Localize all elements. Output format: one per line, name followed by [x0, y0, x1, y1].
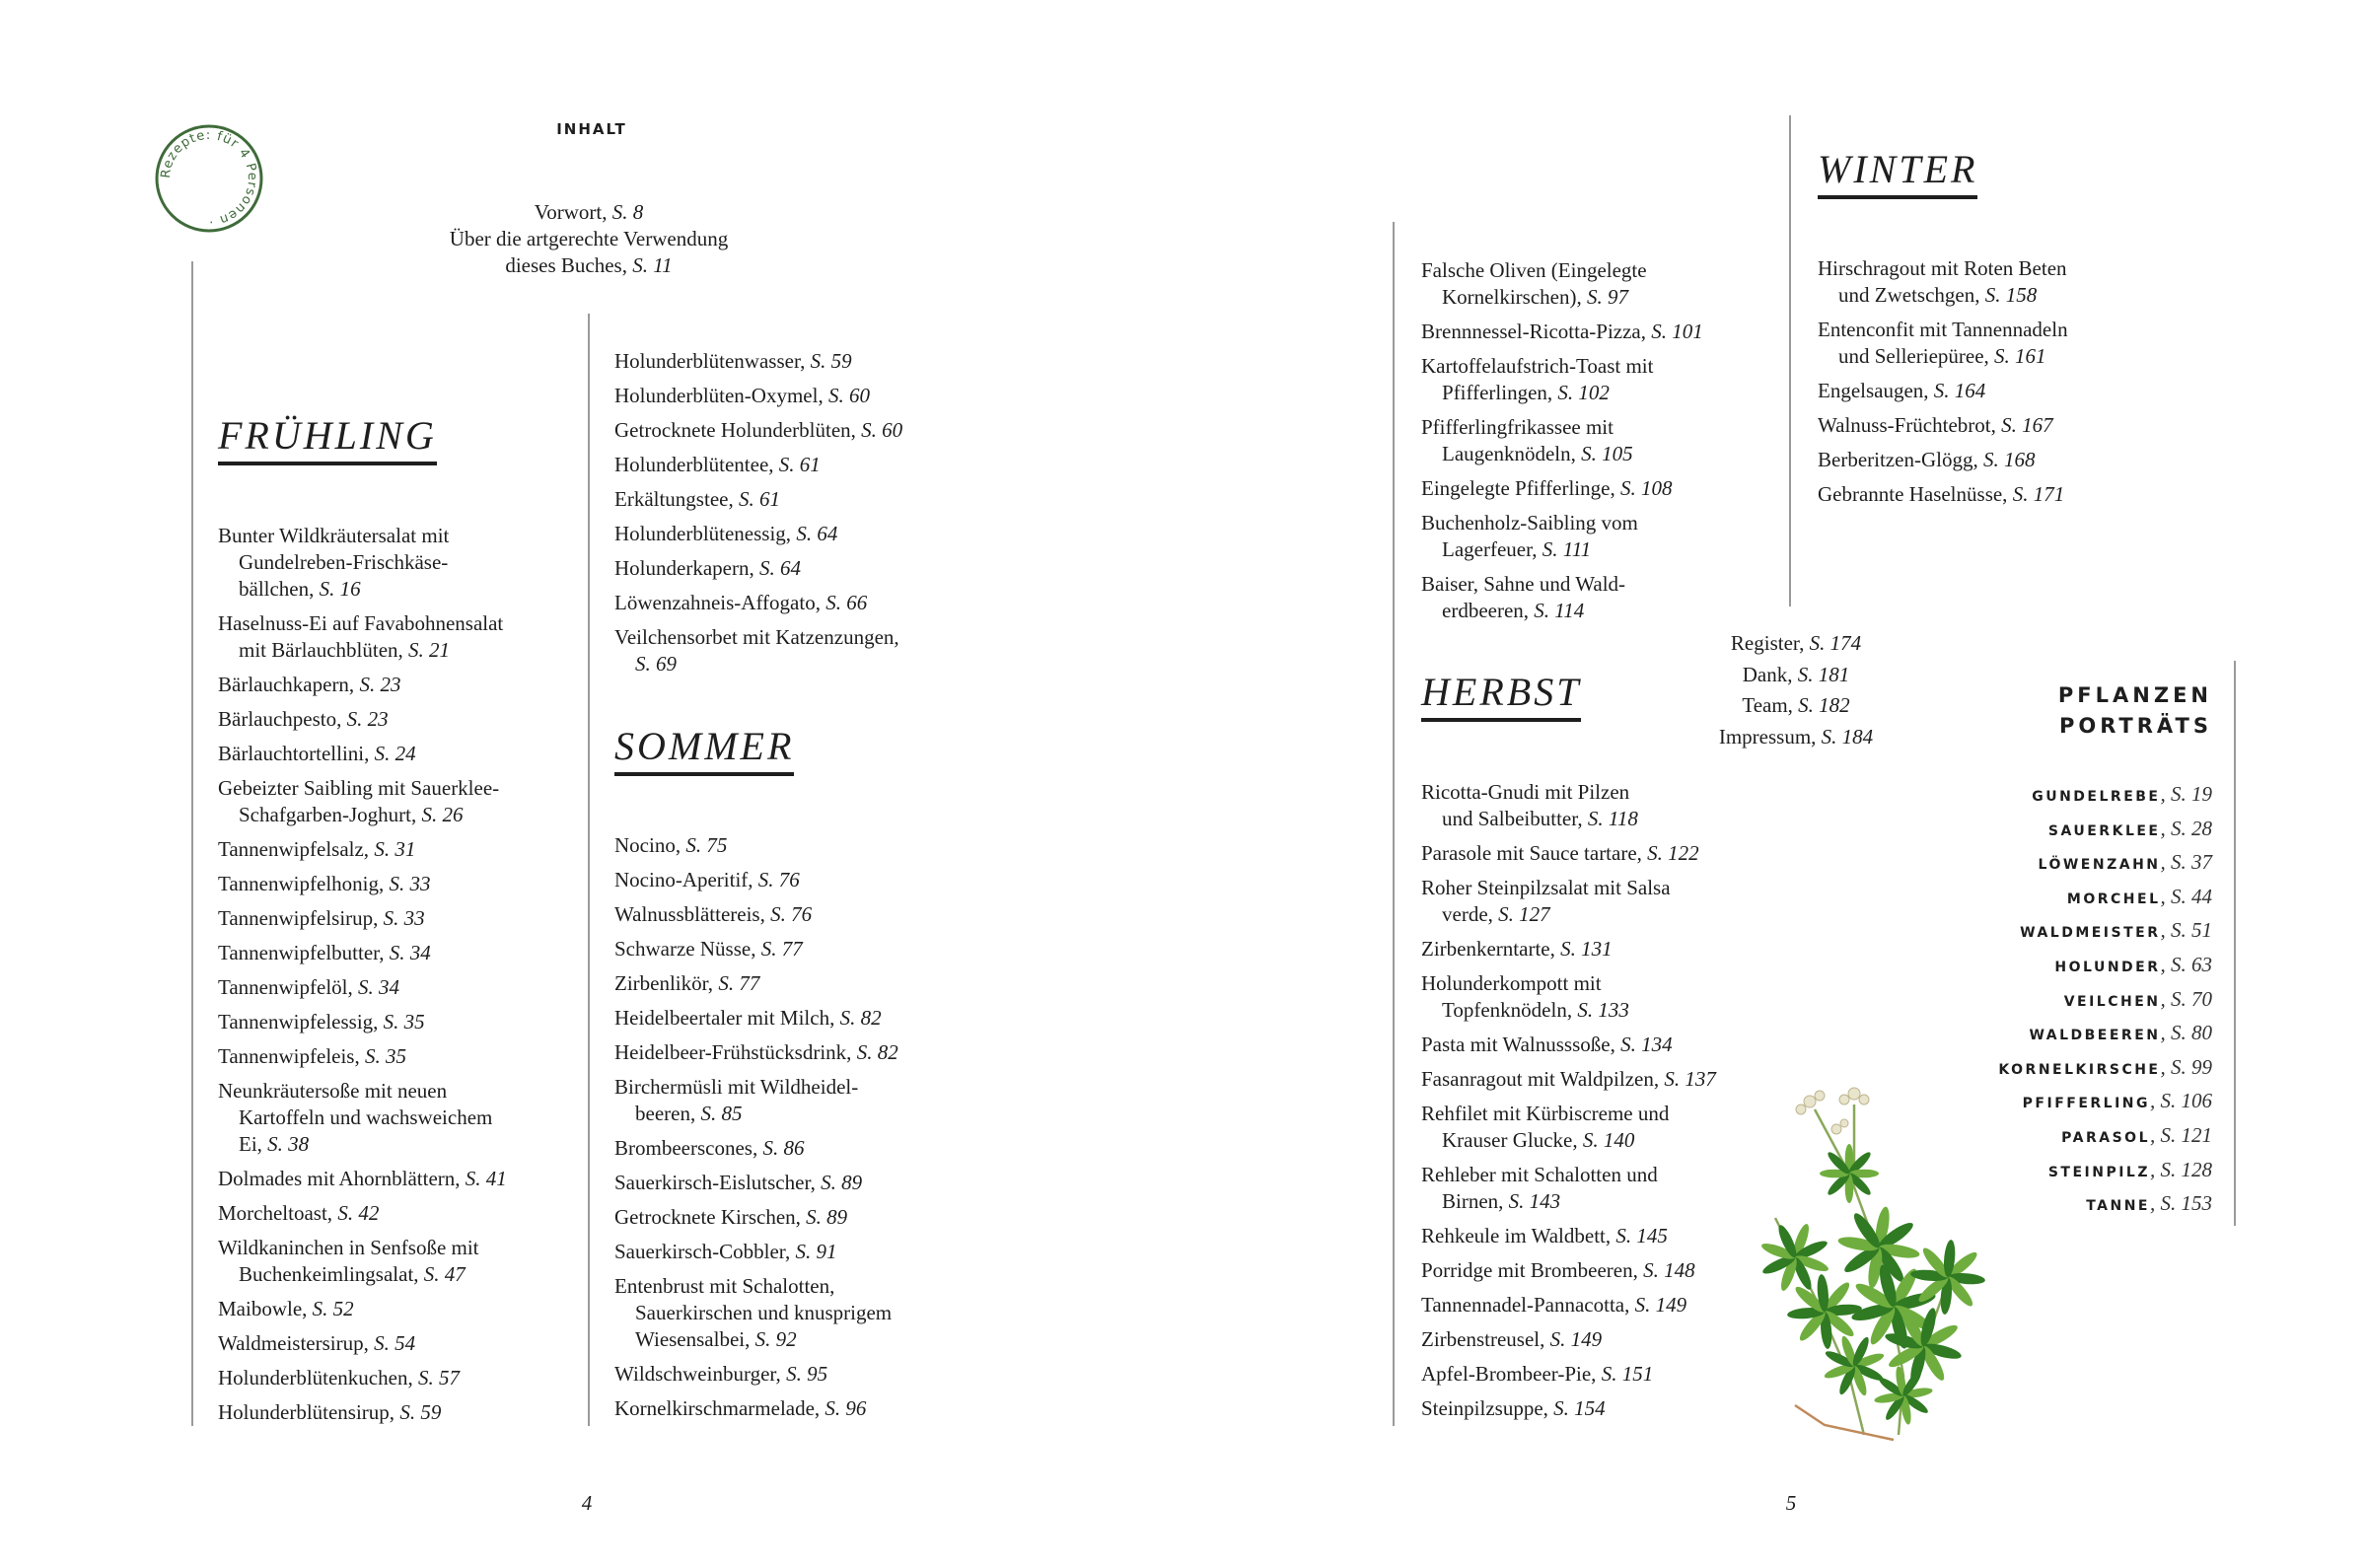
entry-page: S. 75	[685, 833, 728, 857]
entry-page: S. 60	[861, 418, 903, 442]
portrait-entry[interactable]	[1933, 812, 2212, 846]
entry-page: S. 60	[827, 384, 870, 407]
toc-entry[interactable]	[1421, 875, 1776, 928]
entry-title: Berberitzen-Glögg,	[1818, 448, 1983, 471]
section-heading-fruehling: FRÜHLING	[218, 414, 437, 465]
entry-title: Tannenwipfelöl,	[218, 975, 358, 999]
entry-page: S. 82	[839, 1006, 882, 1030]
toc-entry[interactable]	[1818, 412, 2153, 439]
entry-title: Holunderkapern,	[614, 556, 759, 580]
entry-title: Zirbenstreusel,	[1421, 1327, 1550, 1351]
portrait-page: , S. 19	[2160, 782, 2212, 806]
portrait-page: , S. 99	[2160, 1054, 2212, 1079]
portrait-entry[interactable]	[1933, 913, 2212, 948]
entry-title: Tannenwipfelessig,	[218, 1010, 384, 1033]
entry-title: Gebrannte Haselnüsse,	[1818, 482, 2013, 506]
toc-entry[interactable]	[218, 1200, 573, 1227]
toc-entry[interactable]	[1421, 1395, 1776, 1422]
entry-title: Erkältungstee,	[614, 487, 739, 511]
entry-page: S. 57	[417, 1366, 460, 1390]
toc-entry[interactable]	[1421, 319, 1776, 345]
toc-entry[interactable]	[614, 348, 969, 375]
entry-page: S. 145	[1615, 1224, 1668, 1247]
toc-entry[interactable]	[218, 1009, 573, 1035]
toc-entry[interactable]	[218, 940, 573, 966]
entry-title: Brennnessel-Ricotta-Pizza,	[1421, 320, 1652, 343]
section-heading-herbst: HERBST	[1421, 671, 1581, 722]
entry-title: Holunderblütenessig,	[614, 522, 797, 545]
toc-entry[interactable]	[614, 901, 969, 928]
entry-title: Steinpilzsuppe,	[1421, 1396, 1554, 1420]
entry-title: Dolmades mit Ahornblättern,	[218, 1167, 466, 1190]
toc-entry[interactable]	[218, 1166, 573, 1192]
entry-title: Walnussblättereis,	[614, 902, 771, 926]
entry-page: S. 131	[1560, 937, 1613, 961]
entry-page: S. 24	[374, 742, 416, 765]
entry-title: Getrocknete Kirschen,	[614, 1205, 807, 1229]
entry-page: S. 82	[856, 1040, 898, 1064]
toc-entry[interactable]	[614, 1039, 969, 1066]
entry-title: Morcheltoast,	[218, 1201, 338, 1225]
toc-entry[interactable]	[218, 1330, 573, 1357]
entry-title: Kartoffelaufstrich-Toast mit Pfifferlingen,	[1421, 354, 1654, 404]
toc-entry[interactable]	[1818, 447, 2153, 473]
entry-page: S. 34	[358, 975, 399, 999]
entry-title: Neunkräutersoße mit neuen Kartoffeln und wachsweichem Ei,	[218, 1079, 493, 1156]
column-divider	[1393, 222, 1395, 1426]
entry-title: Roher Steinpilzsalat mit Salsa verde,	[1421, 876, 1671, 926]
portrait-name: GUNDELREBE	[2032, 789, 2161, 805]
entry-page: S. 148	[1643, 1258, 1695, 1282]
toc-entry[interactable]	[218, 610, 573, 664]
intro-entry-vorwort[interactable]: Vorwort, S. 8	[534, 200, 644, 224]
toc-entry[interactable]	[614, 1074, 969, 1127]
toc-entry[interactable]	[1818, 317, 2153, 370]
intro-list	[394, 199, 783, 279]
toc-entry[interactable]	[614, 1204, 969, 1231]
entry-title: Rehleber mit Schalotten und Birnen,	[1421, 1163, 1658, 1213]
entry-title: Maibowle,	[218, 1297, 313, 1320]
entry-page: S. 66	[825, 591, 868, 614]
toc-entry[interactable]	[1421, 1361, 1776, 1388]
toc-entry[interactable]	[218, 741, 573, 767]
entry-page: S. 143	[1508, 1189, 1561, 1213]
servings-stamp	[150, 119, 268, 238]
toc-entry[interactable]	[1421, 936, 1776, 962]
entry-title: Zirbenkerntarte,	[1421, 937, 1561, 961]
toc-entry[interactable]	[614, 1361, 969, 1388]
toc-entry[interactable]	[614, 1005, 969, 1032]
portrait-name: PARASOL	[2061, 1129, 2150, 1146]
entry-page: S. 118	[1587, 807, 1638, 830]
section-heading-winter: WINTER	[1818, 148, 1977, 199]
entry-page: S. 23	[359, 673, 401, 696]
entry-title: Pasta mit Walnusssoße,	[1421, 1033, 1621, 1056]
entry-page: S. 95	[786, 1362, 828, 1386]
toc-entry[interactable]	[614, 555, 969, 582]
toc-entry[interactable]	[1421, 1066, 1776, 1093]
entry-page: S. 52	[312, 1297, 354, 1320]
portrait-name: WALDMEISTER	[2020, 925, 2161, 942]
entry-title: Holunderblüten-Oxymel,	[614, 384, 828, 407]
portrait-entry[interactable]	[1933, 982, 2212, 1017]
entry-title: Sauerkirsch-Cobbler,	[614, 1240, 796, 1263]
entry-title: Buchenholz-Saibling vom Lagerfeuer,	[1421, 511, 1638, 561]
toc-entry[interactable]	[218, 523, 573, 603]
toc-entry[interactable]	[1818, 378, 2153, 404]
toc-entry[interactable]	[1421, 353, 1776, 406]
entry-title: Bärlauchkapern,	[218, 673, 360, 696]
toc-entry[interactable]	[614, 867, 969, 893]
entry-page: S. 92	[754, 1327, 797, 1351]
entry-page: S. 101	[1651, 320, 1703, 343]
entry-title: Eingelegte Pfifferlinge,	[1421, 476, 1620, 500]
entry-title: Bärlauchpesto,	[218, 707, 347, 731]
toc-entry[interactable]	[218, 775, 573, 828]
entry-page: S. 59	[810, 349, 852, 373]
appendix-entry[interactable]: Team, S. 182	[1742, 693, 1850, 717]
entry-page: S. 85	[700, 1102, 743, 1125]
portrait-entry[interactable]	[1933, 777, 2212, 812]
sommer-continued-list	[1421, 257, 1776, 632]
entry-page: S. 26	[421, 803, 464, 826]
entry-page: S. 114	[1534, 599, 1585, 622]
entry-page: S. 167	[2001, 413, 2053, 437]
entry-title: Engelsaugen,	[1818, 379, 1934, 402]
toc-entry[interactable]	[614, 1135, 969, 1162]
toc-entry[interactable]	[1421, 970, 1776, 1024]
entry-page: S. 33	[389, 872, 431, 895]
toc-entry[interactable]	[1421, 414, 1776, 467]
toc-entry[interactable]	[1421, 571, 1776, 624]
toc-entry[interactable]	[218, 706, 573, 733]
toc-entry[interactable]	[218, 1043, 573, 1070]
entry-title: Hirschragout mit Roten Beten und Zwetschgen,	[1818, 256, 2067, 307]
entry-title: Holunderblütenwasser,	[614, 349, 811, 373]
entry-title: Porridge mit Brombeeren,	[1421, 1258, 1644, 1282]
appendix-list	[1677, 628, 1915, 752]
entry-page: S. 69	[635, 652, 677, 676]
section-heading-sommer: SOMMER	[614, 725, 794, 776]
intro-entry-verwendung[interactable]: Über die artgerechte Verwendung dieses Buches, S. 11	[449, 227, 729, 277]
portrait-name: STEINPILZ	[2047, 1164, 2150, 1180]
entry-page: S. 151	[1601, 1362, 1654, 1386]
page-number-left: 4	[581, 1491, 593, 1515]
entry-title: Heidelbeertaler mit Milch,	[614, 1006, 840, 1030]
entry-page: S. 33	[383, 906, 425, 930]
entry-page: S. 108	[1619, 476, 1673, 500]
portrait-page: , S. 28	[2160, 816, 2212, 840]
entry-page: S. 64	[758, 556, 801, 580]
toc-entry[interactable]	[1421, 1101, 1776, 1154]
entry-page: S. 38	[267, 1132, 310, 1156]
entry-page: S. 16	[319, 577, 361, 601]
entry-title: Wildschweinburger,	[614, 1362, 787, 1386]
portrait-name: HOLUNDER	[2054, 959, 2161, 975]
toc-entry[interactable]	[1421, 840, 1776, 867]
portrait-entry[interactable]	[1933, 845, 2212, 880]
entry-page: S. 149	[1634, 1293, 1687, 1317]
entry-page: S. 89	[821, 1171, 863, 1194]
entry-title: Tannenwipfeleis,	[218, 1044, 365, 1068]
toc-entry[interactable]	[1421, 1032, 1776, 1058]
entry-page: S. 91	[795, 1240, 837, 1263]
entry-title: Löwenzahneis-Affogato,	[614, 591, 826, 614]
appendix-entry[interactable]: Dank, S. 181	[1742, 662, 1850, 686]
toc-entry[interactable]	[218, 905, 573, 932]
entry-page: S. 105	[1581, 442, 1633, 465]
toc-entry[interactable]	[1421, 475, 1776, 502]
entry-page: S. 149	[1549, 1327, 1603, 1351]
entry-page: S. 42	[337, 1201, 380, 1225]
toc-entry[interactable]	[1421, 1162, 1776, 1215]
entry-title: Tannennadel-Pannacotta,	[1421, 1293, 1635, 1317]
entry-title: Tannenwipfelsirup,	[218, 906, 384, 930]
entry-title: Apfel-Brombeer-Pie,	[1421, 1362, 1602, 1386]
toc-entry[interactable]	[614, 1239, 969, 1265]
entry-page: S. 41	[465, 1167, 507, 1190]
portrait-name: KORNELKIRSCHE	[1998, 1061, 2161, 1078]
entry-page: S. 47	[423, 1262, 466, 1286]
entry-title: Holunderblütentee,	[614, 453, 779, 476]
entry-title: Holunderkompott mit Topfenknödeln,	[1421, 971, 1602, 1022]
portrait-name: WALDBEEREN	[2029, 1028, 2161, 1044]
toc-entry[interactable]	[218, 974, 573, 1001]
portrait-page: , S. 44	[2160, 884, 2212, 908]
entry-title: Pfifferlingfrikassee mit Laugenknödeln,	[1421, 415, 1614, 465]
toc-entry[interactable]	[614, 1395, 969, 1422]
toc-entry[interactable]	[218, 1296, 573, 1322]
entry-title: Birchermüsli mit Wildheidel- beeren,	[614, 1075, 859, 1125]
entry-title: Fasanragout mit Waldpilzen,	[1421, 1067, 1665, 1091]
entry-title: Sauerkirsch-Eislutscher,	[614, 1171, 822, 1194]
entry-page: S. 133	[1577, 998, 1629, 1022]
entry-page: S. 161	[1994, 344, 2046, 368]
entry-page: S. 127	[1498, 902, 1550, 926]
toc-entry[interactable]	[218, 871, 573, 897]
entry-page: S. 34	[389, 941, 431, 964]
toc-entry[interactable]	[1421, 257, 1776, 311]
entry-title: Kornelkirschmarmelade,	[614, 1396, 825, 1420]
toc-entry[interactable]	[614, 452, 969, 478]
column-divider	[191, 261, 193, 1426]
entry-page: S. 168	[1982, 448, 2036, 471]
portraits-heading: PFLANZEN PORTRÄTS	[2057, 683, 2212, 738]
toc-entry[interactable]	[218, 1399, 573, 1426]
entry-title: Waldmeistersirup,	[218, 1331, 375, 1355]
entry-page: S. 31	[374, 837, 416, 861]
toc-entry[interactable]	[1421, 1326, 1776, 1353]
entry-page: S. 76	[770, 902, 813, 926]
portrait-page: , S. 63	[2160, 952, 2212, 976]
entry-title: Nocino-Aperitif,	[614, 868, 758, 891]
portrait-name: SAUERKLEE	[2047, 822, 2161, 839]
toc-entry[interactable]	[1421, 779, 1776, 832]
portrait-page: , S. 70	[2160, 986, 2212, 1011]
entry-page: S. 76	[757, 868, 800, 891]
entry-page: S. 59	[399, 1400, 442, 1424]
entry-title: Veilchensorbet mit Katzenzungen,	[614, 625, 899, 649]
entry-page: S. 164	[1933, 379, 1986, 402]
column-divider	[1789, 115, 1791, 606]
entry-page: S. 61	[778, 453, 821, 476]
entry-page: S. 23	[346, 707, 389, 731]
appendix-entry[interactable]: Register, S. 174	[1730, 631, 1862, 655]
portrait-page: , S. 80	[2160, 1021, 2212, 1045]
portrait-page: , S. 128	[2150, 1157, 2212, 1181]
entry-title: Bunter Wildkräutersalat mit Gundelreben-Frischkäse- bällchen,	[218, 524, 450, 601]
entry-title: Rehfilet mit Kürbiscreme und Krauser Glucke,	[1421, 1102, 1670, 1152]
entry-page: S. 140	[1582, 1128, 1635, 1152]
toc-entry[interactable]	[1818, 255, 2153, 309]
toc-entry[interactable]	[218, 836, 573, 863]
entry-title: Walnuss-Früchtebrot,	[1818, 413, 2002, 437]
column-divider	[2234, 661, 2236, 1226]
entry-page: S. 89	[806, 1205, 848, 1229]
entry-title: Gebeizter Saibling mit Sauerklee- Schafgarben-Joghurt,	[218, 776, 500, 826]
entry-title: Tannenwipfelhonig,	[218, 872, 390, 895]
portrait-entry[interactable]	[1933, 1016, 2212, 1050]
entry-title: Nocino,	[614, 833, 686, 857]
portrait-page: , S. 51	[2160, 918, 2212, 943]
toc-entry[interactable]	[614, 832, 969, 859]
entry-title: Holunderblütensirup,	[218, 1400, 400, 1424]
entry-page: S. 97	[1586, 285, 1628, 309]
page-number-right: 5	[1785, 1491, 1797, 1515]
entry-title: Holunderblütenkuchen,	[218, 1366, 418, 1390]
entry-title: Tannenwipfelbutter,	[218, 941, 390, 964]
toc-entry[interactable]	[218, 1235, 573, 1288]
entry-title: Falsche Oliven (Eingelegte Kornelkirschen),	[1421, 258, 1647, 309]
entry-title: Entenbrust mit Schalotten, Sauerkirschen und knusprigem Wiesensalbei,	[614, 1274, 893, 1351]
entry-title: Wildkaninchen in Senfsoße mit Buchenkeimlingsalat,	[218, 1236, 479, 1286]
toc-entry[interactable]	[218, 1365, 573, 1391]
portrait-page: , S. 37	[2160, 850, 2212, 875]
entry-page: S. 122	[1647, 841, 1699, 865]
toc-entry[interactable]	[218, 1078, 573, 1158]
toc-entry[interactable]	[1421, 1292, 1776, 1319]
entry-page: S. 154	[1553, 1396, 1606, 1420]
entry-title: Bärlauchtortellini,	[218, 742, 375, 765]
toc-entry[interactable]	[614, 590, 969, 616]
entry-page: S. 61	[738, 487, 780, 511]
entry-title: Haselnuss-Ei auf Favabohnensalat mit Bärlauchblüten,	[218, 611, 504, 662]
fruehling-list	[218, 523, 573, 1434]
toc-entry[interactable]	[614, 624, 969, 677]
entry-page: S. 158	[1984, 283, 2038, 307]
portrait-page: , S. 153	[2150, 1191, 2212, 1216]
entry-page: S. 86	[762, 1136, 805, 1160]
portrait-name: PFIFFERLING	[2022, 1096, 2150, 1112]
entry-title: Rehkeule im Waldbett,	[1421, 1224, 1616, 1247]
entry-title: Entenconfit mit Tannennadeln und Selleriepüree,	[1818, 318, 2068, 368]
svg-text:Rezepte: für 4 Personen ·: Rezepte: für 4 Personen ·	[158, 127, 260, 230]
portrait-entry[interactable]	[1933, 948, 2212, 982]
toc-entry[interactable]	[1421, 510, 1776, 563]
toc-entry[interactable]	[1421, 1257, 1776, 1284]
toc-entry[interactable]	[614, 486, 969, 513]
entry-title: Schwarze Nüsse,	[614, 937, 761, 961]
toc-title: INHALT	[556, 120, 627, 138]
toc-entry[interactable]	[614, 417, 969, 444]
entry-page: S. 96	[825, 1396, 867, 1420]
toc-entry[interactable]	[614, 970, 969, 997]
entry-page: S. 35	[383, 1010, 425, 1033]
entry-title: Zirbenlikör,	[614, 971, 719, 995]
entry-title: Baiser, Sahne und Wald- erdbeeren,	[1421, 572, 1626, 622]
toc-entry[interactable]	[218, 672, 573, 698]
toc-entry[interactable]	[614, 521, 969, 547]
entry-page: S. 77	[760, 937, 803, 961]
entry-page: S. 102	[1557, 381, 1610, 404]
toc-entry[interactable]	[614, 1273, 969, 1353]
winter-list	[1818, 255, 2153, 516]
fruehling-continued-list	[614, 348, 969, 685]
entry-title: Heidelbeer-Frühstücksdrink,	[614, 1040, 857, 1064]
entry-title: Ricotta-Gnudi mit Pilzen und Salbeibutter,	[1421, 780, 1630, 830]
toc-entry[interactable]	[1421, 1223, 1776, 1249]
entry-title: Brombeerscones,	[614, 1136, 763, 1160]
portrait-page: , S. 106	[2150, 1089, 2212, 1113]
herbst-list	[1421, 779, 1776, 1430]
toc-entry[interactable]	[614, 1170, 969, 1196]
entry-page: S. 111	[1542, 537, 1592, 561]
entry-page: S. 77	[718, 971, 760, 995]
entry-page: S. 35	[364, 1044, 406, 1068]
entry-page: S. 21	[408, 638, 451, 662]
portrait-name: TANNE	[2086, 1198, 2150, 1215]
woodruff-plant-illustration	[1756, 1080, 1992, 1460]
toc-entry[interactable]	[1818, 481, 2153, 508]
portrait-name: MORCHEL	[2066, 891, 2161, 907]
portrait-entry[interactable]	[1933, 880, 2212, 914]
entry-title: Getrocknete Holunderblüten,	[614, 418, 862, 442]
entry-title: Parasole mit Sauce tartare,	[1421, 841, 1648, 865]
portrait-name: VEILCHEN	[2063, 993, 2161, 1010]
entry-title: Tannenwipfelsalz,	[218, 837, 375, 861]
toc-entry[interactable]	[614, 936, 969, 962]
column-divider	[588, 314, 590, 1426]
entry-page: S. 54	[374, 1331, 416, 1355]
entry-page: S. 171	[2012, 482, 2065, 506]
entry-page: S. 137	[1664, 1067, 1716, 1091]
entry-page: S. 134	[1620, 1033, 1673, 1056]
portrait-name: LÖWENZAHN	[2038, 857, 2161, 874]
portrait-page: , S. 121	[2150, 1122, 2212, 1147]
appendix-entry[interactable]: Impressum, S. 184	[1718, 724, 1874, 748]
sommer-list	[614, 832, 969, 1430]
entry-page: S. 64	[796, 522, 838, 545]
toc-entry[interactable]	[614, 383, 969, 409]
